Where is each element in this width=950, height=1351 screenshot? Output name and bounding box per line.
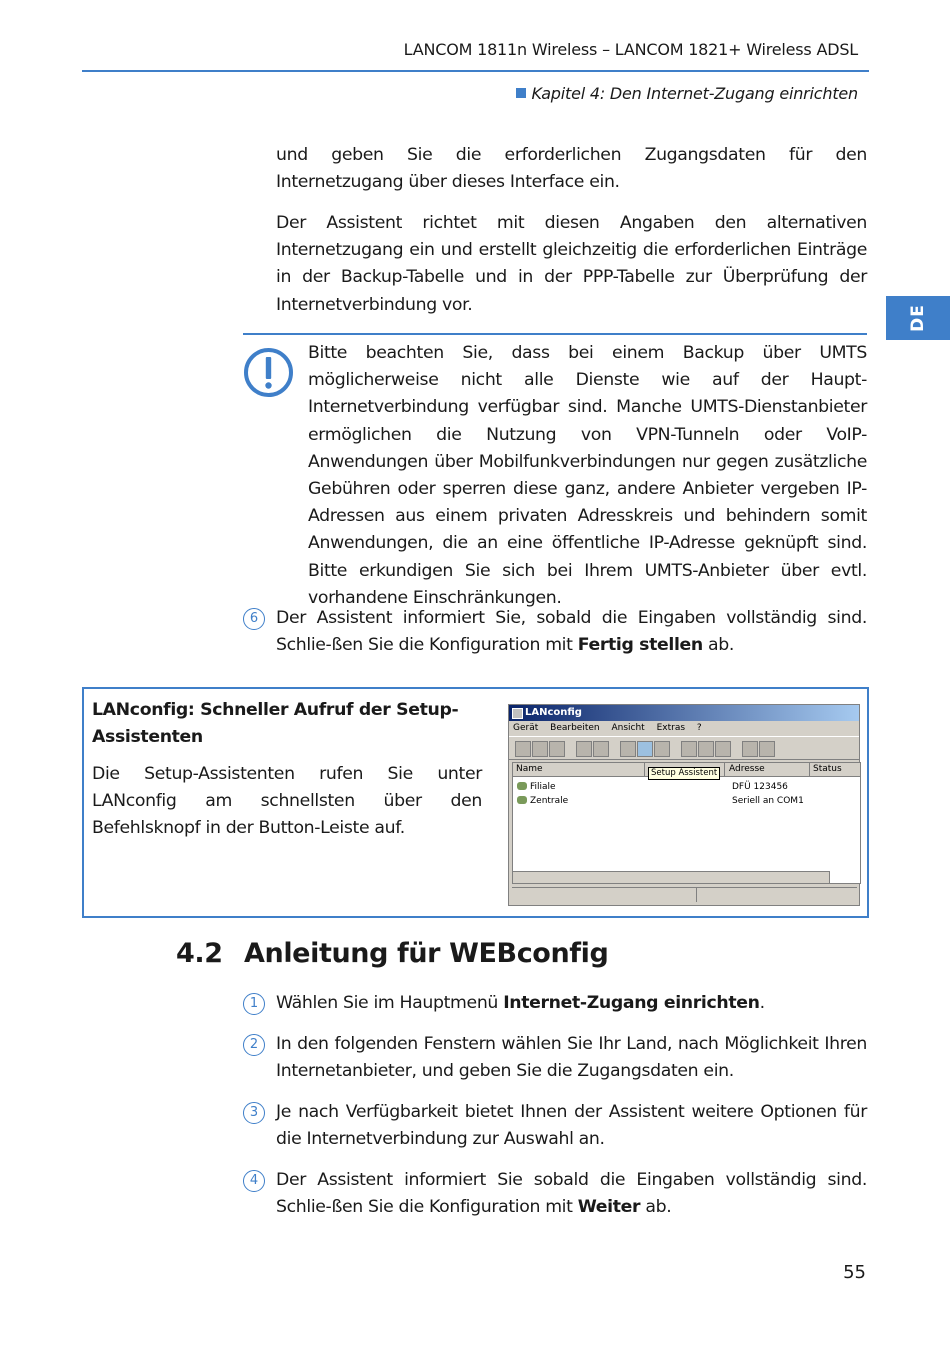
step-number: 1 <box>243 993 265 1015</box>
paragraph-1: und geben Sie die erforderlichen Zugangsdaten für den Internetzugang über dieses Interface ein. <box>276 145 867 193</box>
tooltip: Setup Assistent <box>648 767 720 780</box>
note-rule <box>243 333 867 335</box>
step-3 <box>243 1099 867 1153</box>
step-number: 6 <box>243 608 265 630</box>
list-item: Filiale DFÜ 123456 <box>517 781 857 794</box>
toolbar-button-icon <box>698 741 714 757</box>
toolbar-button-icon <box>681 741 697 757</box>
list-item: Zentrale Seriell an COM1 <box>517 795 857 808</box>
toolbar-button-icon <box>742 741 758 757</box>
toolbar-button-icon <box>515 741 531 757</box>
horizontal-scrollbar <box>512 871 830 884</box>
section-title: Anleitung für WEBconfig <box>244 938 609 969</box>
toolbar-button-icon <box>593 741 609 757</box>
language-tab <box>886 296 950 340</box>
toolbar-button-icon <box>532 741 548 757</box>
step-text: Der Assistent informiert Sie sobald die Eingaben vollständig sind. Schlie-ßen Sie die Konfiguration mit Weiter ab. <box>276 1170 867 1218</box>
step-6 <box>243 605 867 659</box>
square-bullet-icon <box>516 88 526 98</box>
paragraph-2: Der Assistent richtet mit diesen Angaben den alternativen Internetzugang ein und erstellt gleichzeitig die erforderlichen Einträge in der Backup-Tabelle und in der PPP-Tabelle zur Überprüfung der Internetverbindung vor. <box>276 213 867 315</box>
chapter-label: Kapitel 4: Den Internet-Zugang einrichten <box>531 84 858 103</box>
step-text: In den folgenden Fenstern wählen Sie Ihr Land, nach Möglichkeit Ihren Internetanbieter, und geben Sie die Zugangsdaten ein. <box>276 1034 867 1082</box>
menu-item: Gerät <box>513 723 539 733</box>
column-name: Name <box>516 764 543 774</box>
step-4 <box>243 1167 867 1221</box>
toolbar-button-icon <box>654 741 670 757</box>
section-heading <box>176 938 608 969</box>
step-1 <box>243 990 867 1017</box>
exclamation-icon <box>243 347 294 398</box>
menu-item: Bearbeiten <box>550 723 600 733</box>
device-icon <box>517 796 527 804</box>
toolbar-button-icon <box>759 741 775 757</box>
toolbar-button-icon <box>576 741 592 757</box>
device-list <box>512 762 861 884</box>
menu-item: Ansicht <box>611 723 645 733</box>
toolbar-button-icon <box>620 741 636 757</box>
language-tab-label: DE <box>908 304 928 332</box>
window-menubar <box>509 721 859 736</box>
step-text: Wählen Sie im Hauptmenü Internet-Zugang einrichten. <box>276 993 765 1013</box>
step-2 <box>243 1031 867 1085</box>
running-header-title: LANCOM 1811n Wireless – LANCOM 1821+ Wireless ADSL <box>403 40 858 59</box>
setup-wizard-button-icon <box>637 741 653 757</box>
step-text: Je nach Verfügbarkeit bietet Ihnen der Assistent weitere Optionen für die Internetverbindung zur Auswahl an. <box>276 1102 867 1150</box>
step-number: 2 <box>243 1034 265 1056</box>
page-number: 55 <box>843 1262 866 1283</box>
column-status: Status <box>813 764 842 774</box>
step-number: 4 <box>243 1170 265 1192</box>
section-number: 4.2 <box>176 938 223 969</box>
info-box-title: LANconfig: Schneller Aufruf der Setup-Assistenten <box>92 700 459 748</box>
step-number: 3 <box>243 1102 265 1124</box>
menu-item: ? <box>696 723 702 733</box>
info-box-text: Die Setup-Assistenten rufen Sie unter LANconfig am schnellsten über den Befehlsknopf in der Button-Leiste auf. <box>92 764 482 839</box>
note-text: Bitte beachten Sie, dass bei einem Backup über UMTS möglicherweise nicht alle Dienste wie auf der Haupt-Internetverbindung verfügbar sind. Manche UMTS-Dienstanbieter ermöglichen die Nutzung von VPN-Tunneln oder VoIP-Anwendungen über Mobilfunkverbindungen nur gegen zusätzliche Gebühren oder sperren diese ganz, andere Anbieter vergeben IP-Adressen aus einem privaten Adresskreis und behindern somit Anwendungen, die an eine öffentliche IP-Adresse geknüpft sind. Bitte erkundigen Sie sich bei Ihrem UMTS-Anbieter über evtl. vorhandene Einschränkungen. <box>308 343 867 608</box>
device-icon <box>517 782 527 790</box>
running-header-chapter <box>516 84 858 103</box>
toolbar-button-icon <box>549 741 565 757</box>
menu-item: Extras <box>656 723 686 733</box>
app-icon <box>512 708 523 719</box>
lanconfig-screenshot <box>508 704 860 906</box>
column-address: Adresse <box>729 764 765 774</box>
header-rule <box>82 70 869 72</box>
status-bar <box>512 887 857 902</box>
toolbar-button-icon <box>715 741 731 757</box>
window-titlebar: LANconfig <box>509 705 859 721</box>
step-text: Der Assistent informiert Sie, sobald die Eingaben vollständig sind. Schlie-ßen Sie die Konfiguration mit Fertig stellen ab. <box>276 608 867 656</box>
window-toolbar <box>509 736 859 760</box>
